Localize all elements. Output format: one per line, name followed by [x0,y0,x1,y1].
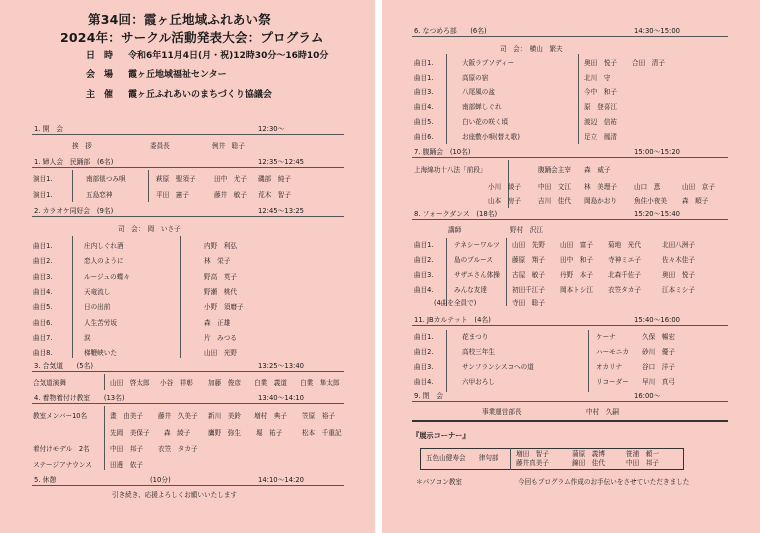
performer: 萩原 聖須子 [156,175,196,183]
column-divider [588,330,589,392]
program-no: 曲目1. [33,242,53,250]
mc-line: 司 会： 横山 繁夫 [500,45,563,53]
break-note: 引き続き、応援よろしくお願いいたします [112,491,238,499]
program-no: 曲目4. [414,286,434,294]
performer: 鷹野 弥生 [208,429,241,437]
section-title: 3. 合気道 (5名) [34,362,94,370]
performer: 内野 利弘 [204,242,237,250]
section-kimono [32,394,344,404]
venue-value: 霞ヶ丘地域福祉センター [128,70,227,80]
performer: 魚住小夜美 [634,197,667,205]
program-no: 曲目3. [414,363,434,371]
section-divider [412,420,728,422]
footer-text: 今回もプログラム作成のお手伝いをさせていただきました [518,478,690,486]
kimono-row-label: 教室メンバー10名 [33,412,88,420]
section-time: 12:35～12:45 [258,158,304,166]
closing-person: 中村 久嗣 [586,408,619,416]
program-title: 人生苦労坂 [84,318,117,327]
program-title: サンフランシスコへの道 [462,363,534,371]
performer: 丹野 本子 [560,271,593,279]
performer: 小谷 祥彰 [160,379,193,387]
performer: 今中 和子 [584,88,617,97]
section-title: 1. 開 会 [34,125,64,133]
column-divider [148,170,149,202]
performer: 小川 綾子 [488,183,521,191]
title-line-2: 2024年：サークル活動発表大会：プログラム [60,30,324,45]
column-divider [446,238,447,306]
program-no: 曲目2. [414,348,434,356]
program-no: 曲目7. [33,333,53,342]
performer: 藤井 久美子 [158,412,198,420]
section-time: 15:20～15:40 [634,210,680,218]
program-no: 曲目1. [414,73,434,82]
section-time: 13:25～13:40 [258,362,304,370]
performer: 山田 先野 [512,241,545,249]
program-title: 大阪ラプソディー [462,59,515,67]
performer: 中田 文江 [538,183,571,191]
program-no: 曲目4. [414,378,434,386]
folk-note: (4曲を全員で) [434,299,477,307]
performer: 森 順子 [682,197,709,205]
performer: 堀 祐子 [256,429,283,437]
host-value: 霞ヶ丘ふれあいのまちづくり協議会 [128,90,272,100]
program-title: みんな友達 [454,286,487,294]
program-title: サザエさん体操 [454,271,500,279]
program-no: 曲目4. [33,287,53,296]
section-jb-quartet [412,316,728,326]
performer: 田中 尤子 [214,175,247,183]
opening-role2: 委員長 [150,142,170,150]
performer: 山本 房子 [488,197,521,205]
program-no: 曲目4. [414,103,434,112]
section-aikido [32,362,344,372]
performer: 北田八洲子 [662,241,695,249]
section-opening [32,125,344,135]
performer: 奥田 悦子 [662,271,695,279]
performer: 野瀬 桃代 [204,287,237,296]
program-title: 南部俵つみ唄 [86,175,126,183]
performer: 林 栄子 [204,257,231,266]
program-title: 花まつり [462,333,489,341]
section-closing [412,392,728,402]
exhibitor: 錦田 佳代 [572,459,605,467]
performer: 先岡 美保子 [110,429,150,437]
program-no: 曲目1. [414,241,434,249]
performer: 奥田 悦子 [584,59,617,67]
program-page-left [0,0,375,533]
section-time: 14:10～14:20 [258,476,304,484]
footer-mark: ＊パソコン教室 [416,478,463,486]
column-divider [104,374,105,390]
exhibit-group: 五色山健寿会 律句部 [426,454,499,462]
performer: 岡本トシ江 [560,286,593,294]
instrument: ハーモニカ [596,348,629,356]
performer: 渡辺 信祐 [584,117,617,126]
exhibitor: 笹浦 頼一 [626,450,659,458]
performer: 野高 英子 [204,272,237,281]
program-no: 曲目3. [414,271,434,279]
exhibit-title: 『展示コーナー』 [412,431,470,440]
section-natsumero [412,27,728,37]
performer: 平田 憲子 [156,191,189,199]
program-title: 梯鞭峡いた [84,349,117,358]
performer: 北川 守 [584,73,611,82]
column-divider [510,448,511,470]
performer: 合田 清子 [632,59,665,67]
program-no: 曲目3. [33,272,53,281]
performer: 新川 美鈴 [208,412,241,420]
section-title: 4. 着物着付け教室 (13名) [34,394,125,402]
break-duration: (10分) [150,476,171,484]
section-time: 12:45～13:25 [258,207,304,215]
section-title: 9. 閉 会 [414,392,444,400]
column-divider [180,236,181,358]
program-title: 恋人のように [84,257,124,266]
program-title: 島のブルース [454,256,493,264]
performer: 衣笠タカ子 [608,286,641,294]
section-time: 12:30～ [258,125,285,133]
exhibitor: 増田 智子 [516,450,549,458]
performer: 白業 義道 [254,379,287,387]
aikido-name: 合気道演舞 [33,379,66,387]
performer: 寺田 聡子 [512,299,545,307]
program-title: 涙 [84,333,91,342]
exhibitor: 中田 邦子 [626,459,659,467]
performer: 山田 富子 [560,241,593,249]
kimono-row-label: 着付けモデル 2名 [33,445,90,453]
program-title: ルージュの蝶々 [84,272,130,281]
program-no: 演目1. [33,191,53,199]
instructor-name: 野村 沢江 [510,226,543,234]
opening-person: 例井 聡子 [212,142,245,150]
column-divider [104,406,105,470]
performer: 森 正雄 [204,318,231,327]
section-title: 2. カラオケ同好会 (9名) [34,207,114,215]
column-divider [72,236,73,358]
program-no: 曲目1. [414,59,434,67]
qigong-leader: 腹踊会主宰 森 威子 [538,166,611,174]
performer: 山田 京子 [682,183,715,191]
program-no: 曲目6. [33,318,53,327]
program-title: 六甲おろし [462,378,495,386]
program-title: 高原の宿 [462,73,489,82]
performer: 山田 光野 [204,349,237,358]
performer: 林 美理子 [584,183,617,191]
performer: 谷口 洋子 [642,363,675,371]
section-title: 1. 婦人会 民踊部 (6名) [34,158,114,166]
performer: 山田 啓太郎 [110,379,150,387]
program-title: 白い花の咲く頃 [462,117,509,126]
performer: 山口 恵 [634,183,661,191]
performer: 小野 須磨子 [204,303,244,312]
closing-role: 事業運営部長 [482,408,522,416]
mc-line: 司 会： 岡 いさ子 [118,225,181,233]
section-title: 5. 休憩 [34,476,57,484]
performer: 田邊 依子 [110,461,143,469]
program-title: 日の出前 [84,303,111,312]
program-title: 南部蝉しぐれ [462,103,502,112]
performer: 加藤 俊彦 [208,379,241,387]
program-no: 曲目6. [414,132,434,141]
performer: 古屋 敏子 [512,271,545,279]
performer: 初田千江子 [512,286,545,294]
section-time: 14:30～15:00 [634,27,680,35]
performer: 白業 隼太郎 [300,379,340,387]
program-title: 五島恋神 [86,191,113,199]
section-time: 16:00～ [634,392,661,400]
instrument: リコーダー [596,378,629,386]
venue-label: 会 場 [86,70,114,80]
program-page-right [382,0,760,533]
program-no: 曲目3. [414,88,434,97]
title-line-1: 第34回：霞ヶ丘地域ふれあい祭 [88,12,271,27]
program-title: 八尾風の盆 [462,88,495,97]
performer: 砂川 優子 [642,348,675,356]
section-title: 6. なつめろ部 (6名) [414,27,487,35]
performer: 笠原 裕子 [302,412,335,420]
program-title: 天竜流し [84,287,111,296]
program-no: 曲目5. [33,303,53,312]
program-title: テネシーワルツ [454,241,500,249]
performer: 磯部 純子 [258,175,291,183]
section-title: 11. JBカルテット (4名) [414,316,491,324]
program-no: 曲目1. [414,333,434,341]
program-no: 曲目2. [414,256,434,264]
exhibitor: 藤井真美子 [516,459,549,467]
section-minyo [32,158,344,168]
performer: 藤原 翔子 [512,256,545,264]
date-value: 令和6年11月4日(月・祝)12時30分～16時10分 [128,51,329,61]
opening-role: 挨 拶 [72,142,92,150]
performer: 江本ミシ子 [662,286,695,294]
column-divider [72,170,73,202]
program-title: お座敷小唄(替え歌) [462,132,520,141]
instrument: オカリナ [596,363,623,371]
date-label: 日 時 [86,51,114,61]
performer: 原 登喜江 [584,103,617,112]
program-no: 演目1. [33,175,53,183]
performer: 久保 暢宏 [642,333,675,341]
section-break [32,476,344,486]
section-karaoke [32,207,344,217]
column-divider [446,330,447,392]
performer: 菊地 光代 [608,241,641,249]
section-time: 13:40～14:10 [258,394,304,402]
performer: 早川 真弓 [642,378,675,386]
exhibitor: 蒲原 義博 [572,450,605,458]
instructor-label: 講師 [448,226,462,234]
instrument: ケーナ [596,333,616,341]
performer: 森 綾子 [164,429,191,437]
program-title: 高校三年生 [462,348,495,356]
qigong-name: 上海綿功十八法「前段」 [414,166,487,174]
section-title: 8. フォークダンス (18名) [414,210,498,218]
program-title: 庄内しぐれ酒 [84,242,124,250]
performer: 増村 典子 [254,412,287,420]
performer: 吉川 佳代 [538,197,571,205]
performer: 藤井 敏子 [214,191,247,199]
column-divider [578,54,579,144]
section-time: 15:00～15:20 [634,148,680,156]
section-title: 7. 腹踊会 (10名) [414,148,471,156]
section-folkdance [412,210,728,220]
performer: 足立 鳳清 [584,132,617,141]
performer: 岡島かおり [584,197,617,205]
program-no: 曲目8. [33,349,53,358]
column-divider [506,238,507,306]
performer: 田中 和子 [560,256,593,264]
performer: 片 みつる [204,333,237,342]
section-qigong [412,148,728,158]
column-divider [446,54,447,144]
kimono-row-label: ステージアナウンス [33,461,92,469]
section-time: 15:40～16:00 [634,316,680,324]
performer: 北森千佐子 [608,271,641,279]
performer: 佐々木佳子 [662,256,695,264]
program-no: 曲目2. [33,257,53,266]
performer: 衣笠 タカ子 [158,445,198,453]
program-no: 曲目5. [414,117,434,126]
performer: 荒木 智子 [258,191,291,199]
host-label: 主 催 [86,90,114,100]
performer: 寺神ミエ子 [608,256,641,264]
page-gutter [375,0,382,533]
performer: 畫 由美子 [110,412,143,420]
performer: 中田 邦子 [110,445,143,453]
performer: 松本 千重記 [302,429,342,437]
